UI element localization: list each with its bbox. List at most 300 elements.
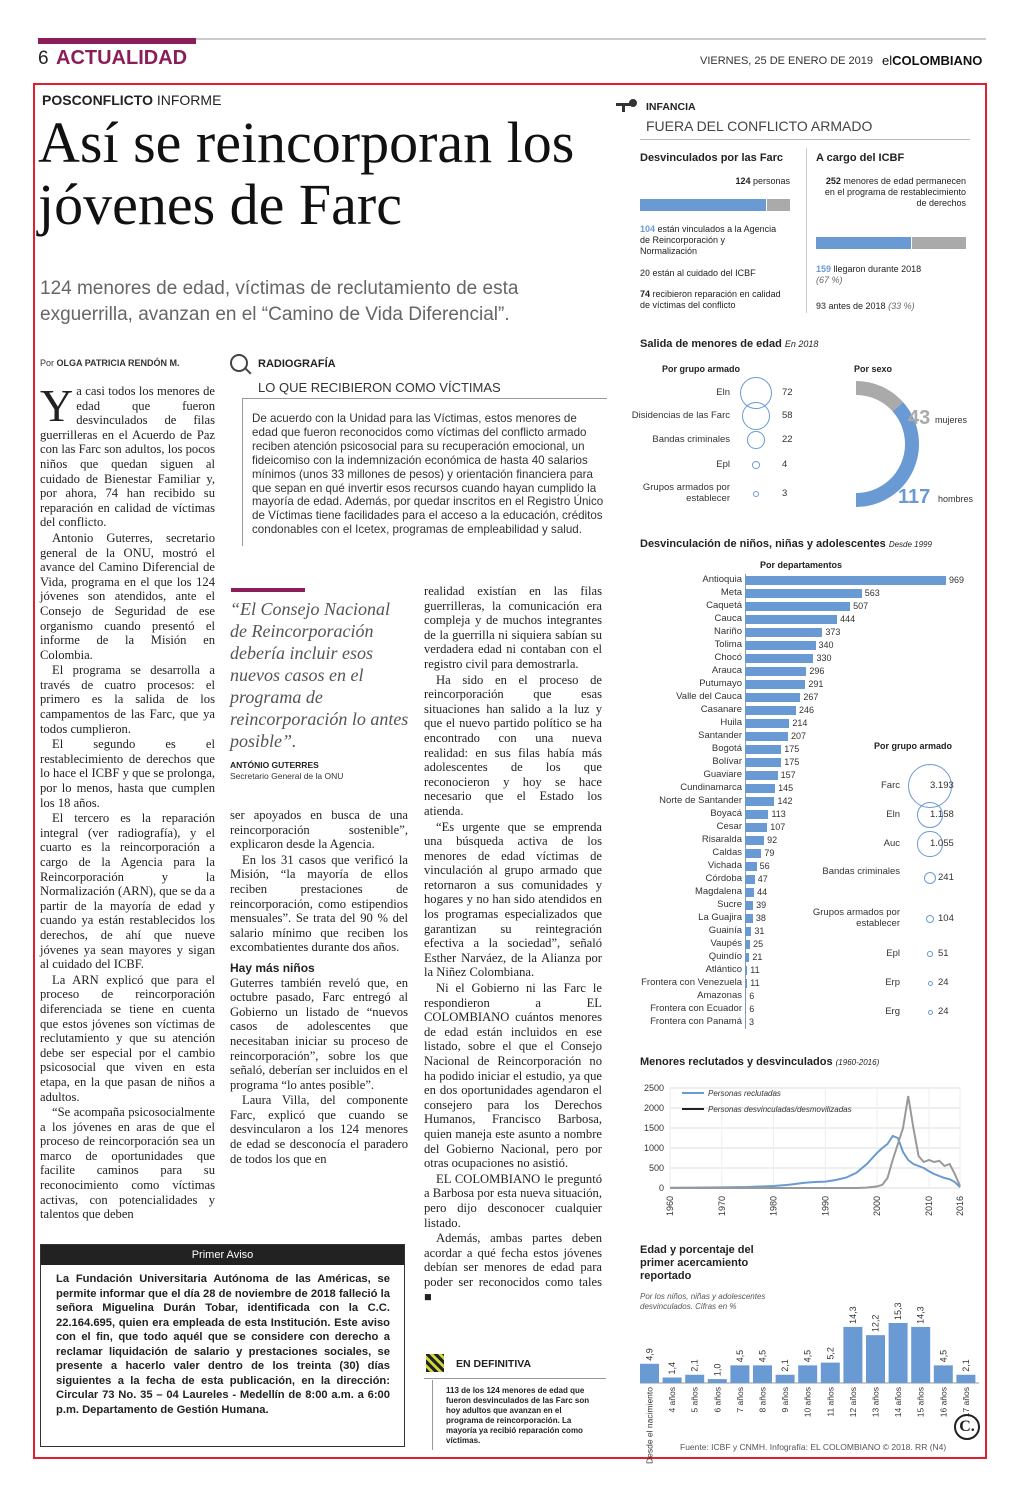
department-bar [745,680,805,689]
department-bar [745,966,747,975]
age-label: 6 años [712,1387,723,1413]
farc-20-num: 20 [640,268,651,278]
definitiva-label: EN DEFINITIVA [456,1358,532,1370]
group-value: 24 [938,977,949,988]
x-tick-label: 2010 [923,1195,934,1216]
age-value: 2,1 [689,1359,700,1372]
department-bar [745,784,775,793]
age-value: 14,3 [847,1306,858,1324]
department-label: Caldas [712,847,742,858]
farc-74-num: 74 [640,289,651,299]
department-value: 38 [755,913,766,923]
farc-heading: Desvinculados por las Farc [640,152,784,164]
y-tick-label: 1000 [643,1143,664,1153]
group-value: 241 [938,872,954,883]
paragraph: Antonio Guterres, secretario general de la ONU, mostró el avance del Camino Diferencial de Vida, programa en el que los 124 jóvenes son atendidos, ante el Consejo de Seguridad de ese organismo cuando presentó el informe de la Misión en Colombia. [40,530,215,662]
department-value: 47 [757,874,768,884]
x-tick-label: 1960 [665,1195,675,1216]
por-grupo-label: Por grupo armado [662,364,741,374]
group-bubble [924,872,936,884]
age-value: 4,5 [757,1349,768,1363]
group-label: Eln [886,809,900,820]
byline-name: OLGA PATRICIA RENDÓN M. [56,358,180,368]
department-label: Amazonas [697,990,742,1001]
age-label: 12 años [847,1387,858,1418]
department-value: 246 [799,705,815,715]
age-label: 16 años [938,1387,949,1418]
definitiva-text: 113 de los 124 menores de edad que fueron desvinculados de las Farc son hoy adultos que avanzan en el programa de reincorporación. La mayoría ya recibió reparación como víctimas. [446,1386,590,1445]
department-bar [745,849,761,858]
department-bar [745,615,837,624]
department-bar [745,901,753,910]
radiografia-label: RADIOGRAFÍA [258,358,336,370]
group-bubble [928,1010,933,1015]
infographic [610,88,982,1465]
department-label: Córdoba [705,873,742,884]
department-bar [745,628,822,637]
department-label: Antioquia [702,574,742,585]
age-value: 1,0 [712,1363,723,1377]
department-value: 340 [818,640,834,650]
age-bar [821,1363,840,1383]
department-bar [745,771,778,780]
department-label: Norte de Santander [659,795,742,806]
department-bar [745,641,816,650]
age-bar [911,1327,930,1383]
por-grupo2-label: Por grupo armado [874,741,953,751]
paragraph: El segundo es el restablecimiento de derechos que lo hace el ICBF y que se prolonga, por lo menos, hasta que cumplen los 18 años. [40,737,215,810]
bar-segment-gray [767,199,790,211]
department-value: 175 [784,757,800,767]
icbf-93 [816,301,966,311]
department-bar [745,719,789,728]
header-accent-bar [38,38,196,44]
paragraph: Guterres también reveló que, en octubre pasado, Farc entregó al Gobierno un listado de “nuevos casos de adolescentes que necesitaban iniciar su proceso de reincorporación”, sobre los que señaló, deberían ser incluidos en el programa “lo antes posible”. [230,975,408,1092]
department-bar [745,732,788,741]
department-bar [745,758,781,767]
department-bar [745,927,751,936]
menores-range: (1960-2016) [835,1058,880,1067]
paragraph: ser apoyados en busca de una reincorporación sostenible”, explicaron desde la Agencia. [230,808,408,852]
definitiva-rule [424,1378,606,1379]
group-value: 24 [938,1006,949,1017]
farc-74 [640,289,790,311]
department-value: 21 [752,952,763,962]
x-tick-label: 2000 [872,1195,883,1216]
bar-segment-blue [640,199,766,211]
radiografia-text: De acuerdo con la Unidad para las Víctimas, estos menores de edad que fueron reconocidos como víctimas del conflicto armado reciben atención psicosocial para su recuperación emocional, un fideicomiso con la indemnización económica de hasta 40 salarios mínimos (unos 33 millones de pesos) y orientación financiera para que sepan en qué invertir esos recursos cuando hayan cumplido la mayoría de edad. Además, por quedar inscritos en el Registro Único de Víctimas tiene facilidades para el acceso a la educación, créditos condonables con el Icetex, programas de empleabilidad y salud. [252,412,604,537]
child-soldier-icon [616,98,638,112]
group-label: Grupos armados por establecer [642,482,730,504]
group-value: 1.055 [930,838,954,849]
x-tick-label: 1990 [820,1195,831,1216]
department-bar [745,940,750,949]
group-value: 104 [938,913,954,924]
notice-text: La Fundación Universitaria Autónoma de las Américas, se permite informar que el día 28 de noviembre de 2018 falleció la señora Miguelina Durán Tobar, identificada con la C.C. 22.164.695, quien era empleada de esta Institución. Este aviso con el fin, que todo aquél que se considere con derecho a reclamar liquidación de salario y prestaciones sociales, se presente a hacerlo valer dentro de los treinta (30) días siguientes a la fecha de esta publicación, en la dirección: Circular 73 No. 35 – 04 Laureles - Medellín de 8:00 a.m. a 6:00 p.m. Departamento de Gestión Humana. [56,1273,390,1416]
byline [40,358,180,368]
quote-accent [231,588,305,592]
department-bar [745,1005,746,1014]
department-bar [745,589,862,598]
age-bar [640,1364,659,1383]
desv-title: Desvinculación de niños, niñas y adolescentes [640,538,886,550]
icbf-159-txt: llegaron durante 2018 [831,264,922,274]
quote-author-role: Secretario General de la ONU [230,771,344,781]
department-value: 214 [792,718,808,728]
byline-prefix: Por [40,358,55,368]
farc-bar [640,199,790,211]
x-tick-label: 2016 [955,1195,965,1216]
y-tick-label: 0 [658,1183,664,1193]
radiografia-title: LO QUE RECIBIERON COMO VÍCTIMAS [258,380,501,395]
paragraph: La ARN explicó que para el proceso de reincorporación diferenciada se tiene en cuenta que estos jóvenes son víctimas de reclutamiento y que su atención debe ser especial por el cambio psicosocial que viven en esta etapa, en la que pasan de niños a adultos. [40,972,215,1104]
age-bar [889,1323,908,1383]
age-label: 15 años [915,1387,926,1418]
department-value: 31 [754,926,765,936]
age-value: 14,3 [915,1306,926,1324]
department-label: Frontera con Ecuador [650,1003,742,1014]
headline: Así se reincorporan los jóvenes de Farc [38,110,575,237]
department-bar [745,823,767,832]
page-number: 6 [38,48,49,69]
department-value: 157 [780,770,796,780]
group-bubble [742,402,771,431]
article-column-1 [40,380,215,1222]
department-value: 373 [825,627,841,637]
group-label: Erg [885,1006,900,1017]
por-depto-label: Por departamentos [760,560,843,570]
department-bar [745,888,754,897]
department-value: 25 [753,939,764,949]
age-bar [730,1365,749,1383]
farc-total [640,176,790,186]
department-label: Magdalena [694,886,742,897]
age-label: 10 años [802,1387,813,1418]
age-bar [934,1365,953,1383]
y-tick-label: 1500 [643,1123,664,1133]
farc-104-num: 104 [640,224,656,234]
age-bar [753,1365,772,1383]
department-label: Sucre [717,899,742,910]
department-bar [745,875,755,884]
department-value: 39 [756,900,767,910]
salida-heading [640,338,818,350]
age-value: 15,3 [893,1302,904,1320]
department-label: Guaviare [703,769,742,780]
department-value: 79 [764,848,775,858]
salida-sex-chart [846,380,976,510]
department-label: Arauca [711,665,742,676]
icbf-159-pct: (67 %) [816,275,843,285]
department-bar [745,576,946,585]
department-value: 92 [767,835,778,845]
age-bar [685,1375,704,1383]
age-label: 5 años [689,1387,700,1413]
department-value: 969 [949,575,965,585]
paragraph: El tercero es la reparación integral (ver radiografía), y el cuarto es la reincorporación a cargo de la Agencia para la Reincorporación y la Normalización (ARN), que se da a partir de la mayoría de edad y cuando ya están restablecidos los derechos, de ahí que nueve jóvenes ya sean mayores y sigan al cuidado del ICBF. [40,811,215,972]
drop-cap: Y [40,380,74,431]
department-label: Santander [698,730,742,741]
age-bar [663,1378,682,1383]
age-label: 17 años [960,1387,971,1418]
department-bar [745,667,806,676]
paragraph: Ni el Gobierno ni las Farc le respondieron a EL COLOMBIANO cuántos menores de edad están incluidos en ese listado, sobre el que el Consejo Nacional de Reincorporación no ha podido iniciar el estudio, ya que en dos oportunidades agendaron el consejero para los Derechos Humanos, Francisco Barbosa, quien maneja este asunto a nombre del Gobierno Nacional, pero por otras ocupaciones no asistió. [424,981,602,1171]
department-value: 107 [770,822,786,832]
department-bar [745,654,813,663]
department-label: Caquetá [706,600,742,611]
department-label: Cesar [716,821,742,832]
newspaper-logo[interactable] [882,53,982,68]
age-bar [843,1327,862,1383]
department-value: 207 [790,731,806,741]
department-label: Bogotá [711,743,742,754]
pull-quote: “El Consejo Nacional de Reincorporación debería incluir esos nuevos casos en el programa de reincorporación lo antes posible”. [230,599,409,751]
x-tick-label: 1970 [716,1195,727,1216]
paragraph: EL COLOMBIANO le preguntó a Barbosa por esta nueva situación, pero dijo desconocer cualquier listado. [424,1171,602,1230]
department-label: Frontera con Panamá [650,1016,742,1027]
logo-main: COLOMBIANO [892,53,983,68]
kicker-topic: POSCONFLICTO [42,92,153,108]
infographic-source: Fuente: ICBF y CNMH. Infografía: EL COLOMBIANO © 2018. RR (N4) [680,1442,947,1452]
department-bar [745,810,768,819]
subhead: Hay más niños [230,960,315,975]
paragraph: Ya casi todos los menores de edad que fueron desvinculados de filas guerrilleras en el Acuerdo de Paz con las Farc son adultos, los pocos niños que quedan siguen al cuidado de Bienestar Familiar y, por ahora, 74 han recibido su reparación en calidad de víctimas del conflicto. [40,380,215,530]
recruitment-line-chart [630,1078,975,1218]
group-label: Bandas criminales [652,434,730,445]
article-column-2 [230,808,408,1200]
notice-heading: Primer Aviso [41,1245,404,1265]
y-tick-label: 500 [648,1163,664,1173]
farc-20-txt: están al cuidado del ICBF [650,268,756,278]
icbf-divider [806,148,807,313]
group-value: 58 [782,410,793,421]
age-value: 4,5 [938,1349,949,1363]
salida-year: En 2018 [784,339,819,349]
group-label: Auc [883,838,900,849]
logo-prefix: el [882,53,893,68]
group-label: Erp [885,977,900,988]
age-value: 4,9 [644,1348,655,1361]
age-bar [866,1335,885,1383]
age-label: 14 años [893,1387,904,1418]
title-rule [640,139,970,140]
department-label: Huila [720,717,742,728]
department-value: 175 [784,744,800,754]
age-bar [708,1379,727,1383]
age-bar [956,1375,975,1383]
department-value: 11 [750,978,760,988]
department-value: 444 [840,614,856,624]
y-tick-label: 2500 [643,1083,664,1093]
group-value: 22 [782,434,793,445]
department-value: 44 [757,887,768,897]
radiografia-rule [242,398,607,399]
department-value: 56 [759,861,770,871]
group-label: Bandas criminales [822,866,900,877]
group-bubble [927,951,933,957]
department-bar [745,953,749,962]
department-label: Atlántico [705,964,742,975]
department-value: 296 [809,666,825,676]
age-label: 4 años [667,1387,678,1413]
department-label: Risaralda [701,834,742,845]
icbf-252 [816,176,966,209]
department-label: Chocó [714,652,742,663]
department-bar [745,914,753,923]
department-value: 113 [771,809,786,819]
department-label: Valle del Cauca [676,691,742,702]
article-column-3 [424,584,602,1332]
department-value: 11 [750,965,760,975]
legend-label: Personas desvinculadas/desmovilizadas [708,1105,852,1114]
section-name: ACTUALIDAD [56,47,188,69]
group-label: Eln [716,387,730,398]
paragraph: “Es urgente que se emprenda una búsqueda activa de los menores de edad víctimas de vinculación al grupo armado que retornaron a sus comunidades y hogares y no han sido atendidos en los programas especializados que garantizan su reintegración efectiva a la sociedad”, señaló Esther Narváez, de la Alianza por la Niñez Colombiana. [424,819,602,980]
department-label: Vaupés [710,938,742,949]
kicker [42,92,221,108]
department-label: Bolívar [712,756,742,767]
menores-title: Menores reclutados y desvinculados [640,1056,833,1068]
desv-heading [640,538,932,550]
age-value: 4,5 [802,1349,813,1363]
department-bar [745,797,774,806]
age-value: 4,5 [734,1349,745,1363]
department-label: Boyacá [710,808,742,819]
salida-group-chart [630,378,830,513]
menores-heading [640,1056,879,1068]
group-label: Epl [716,459,730,470]
department-bar [745,693,800,702]
department-label: Tolima [714,639,742,650]
department-value: 330 [816,653,832,663]
paragraph: realidad existían en las filas guerrilleras, la comunicación era compleja y de muchos integrantes de la guerrilla ni siquiera sabían su verdadera edad ni contaban con el registro civil para demostrarla. [424,584,602,671]
kicker-type: INFORME [152,92,222,108]
age-value: 2,1 [780,1359,791,1372]
definitiva-side-rule [432,1380,433,1450]
age-bar [776,1375,795,1383]
department-label: Frontera con Venezuela [641,977,742,988]
icbf-159 [816,264,926,286]
bar-segment-blue [816,237,911,249]
department-bar [745,745,781,754]
x-tick-label: 1980 [768,1195,779,1216]
farc-104-txt: están vinculados a la Agencia de Reincorporación y Normalización [640,224,777,256]
icbf-159-num: 159 [816,264,832,274]
department-label: La Guajira [698,912,742,923]
department-value: 142 [777,796,793,806]
paragraph: Laura Villa, del componente Farc, explicó que cuando se desvincularon a los 124 menores de edad se desconocía el paradero de todos los que en [230,1093,408,1166]
men-label: hombres [938,494,974,504]
department-label: Guainía [708,925,742,936]
age-value: 12,2 [870,1314,881,1333]
icbf-bar [816,237,966,249]
farc-total-num: 124 [735,176,751,186]
y-tick-label: 2000 [643,1103,664,1113]
department-bar [745,862,757,871]
definitiva-icon [426,1354,444,1372]
department-label: Meta [720,587,742,598]
age-label: 11 años [825,1387,836,1417]
paragraph: Además, ambas partes deben acordar a qué fecha estos jóvenes debían ser menores de edad para poder ser reconocidos como tales ■ [424,1231,602,1304]
group-bubble [752,461,760,469]
edad-heading: Edad y porcentaje del primer acercamiento reportado [640,1244,754,1282]
department-label: Putumayo [699,678,742,689]
icbf-93-pct: (33 %) [888,301,915,311]
group-label: Epl [886,948,900,959]
department-label: Vichada [707,860,742,871]
icbf-93-num: 93 [816,301,827,311]
logo-c-icon: C. [954,1414,980,1440]
icbf-93-txt: antes de 2018 [826,301,886,311]
women-count: 43 [908,407,931,429]
group-value: 3.193 [930,780,954,791]
age-value: 1,4 [667,1361,678,1375]
department-bar [745,979,747,988]
farc-104 [640,224,780,257]
icbf-252-num: 252 [825,176,841,186]
group-value: 3 [782,488,788,499]
age-label: 9 años [780,1387,791,1413]
farc-20 [640,268,790,278]
group-value: 72 [782,387,793,398]
age-label: 13 años [870,1387,881,1418]
men-count: 117 [898,486,931,508]
icbf-252-txt: menores de edad permanecen en el programa de restablecimiento de derechos [824,176,966,208]
department-bar [745,836,764,845]
group-value: 1.158 [930,809,954,820]
group-value: 51 [938,948,949,959]
department-label: Quindío [708,951,742,962]
age-value: 5,2 [825,1347,836,1360]
por-sexo-label: Por sexo [854,364,893,374]
paragraph: El programa se desarrolla a través de cuatro procesos: el primero es la salida de los campamentos de las Farc, que ya todos cumplieron. [40,663,215,736]
department-value: 563 [864,588,880,598]
department-label: Cundinamarca [680,782,742,793]
group-bubble [926,915,934,923]
date: VIERNES, 25 DE ENERO DE 2019 [700,55,874,67]
group-label: Grupos armados por establecer [812,907,900,929]
department-value: 145 [778,783,794,793]
quote-author: ANTÓNIO GUTERRES [230,760,319,770]
department-bar [745,706,796,715]
paragraph: En los 31 casos que verificó la Misión, “la mayoría de ellos reciben prestaciones de reincorporación, como estipendios mensuales”. Se trata del 90 % del salario mínimo que reciben los excombatientes durante dos años. [230,852,408,955]
group-bubble [928,981,933,986]
legend-label: Personas reclutadas [708,1089,781,1098]
bar-segment-gray [912,237,966,249]
group-bubble-chart [810,758,970,1038]
department-value: 6 [749,991,755,1001]
infographic-title: FUERA DEL CONFLICTO ARMADO [646,118,873,134]
icbf-heading: A cargo del ICBF [816,152,905,164]
group-label: Disidencias de las Farc [631,410,730,421]
age-bar [798,1365,817,1383]
age-value: 2,1 [960,1359,971,1372]
women-label: mujeres [935,415,968,425]
farc-total-txt: personas [750,176,790,186]
paragraph: “Se acompaña psicosocialmente a los jóvenes en aras de que el proceso de reincorporación sea un marco de oportunidades que facilite caminos para su reconocimiento como víctimas activas, con potencialidades y talentos que deben [40,1105,215,1222]
department-bar [745,992,746,1001]
department-value: 3 [749,1017,755,1027]
department-bar [745,602,850,611]
department-value: 291 [808,679,824,689]
department-value: 267 [803,692,819,702]
radiografia-side-rule [242,398,243,546]
department-value: 507 [853,601,869,611]
group-label: Farc [881,780,900,791]
department-label: Cauca [714,613,742,624]
group-bubble [747,431,765,449]
infographic-tag: INFANCIA [646,101,696,113]
